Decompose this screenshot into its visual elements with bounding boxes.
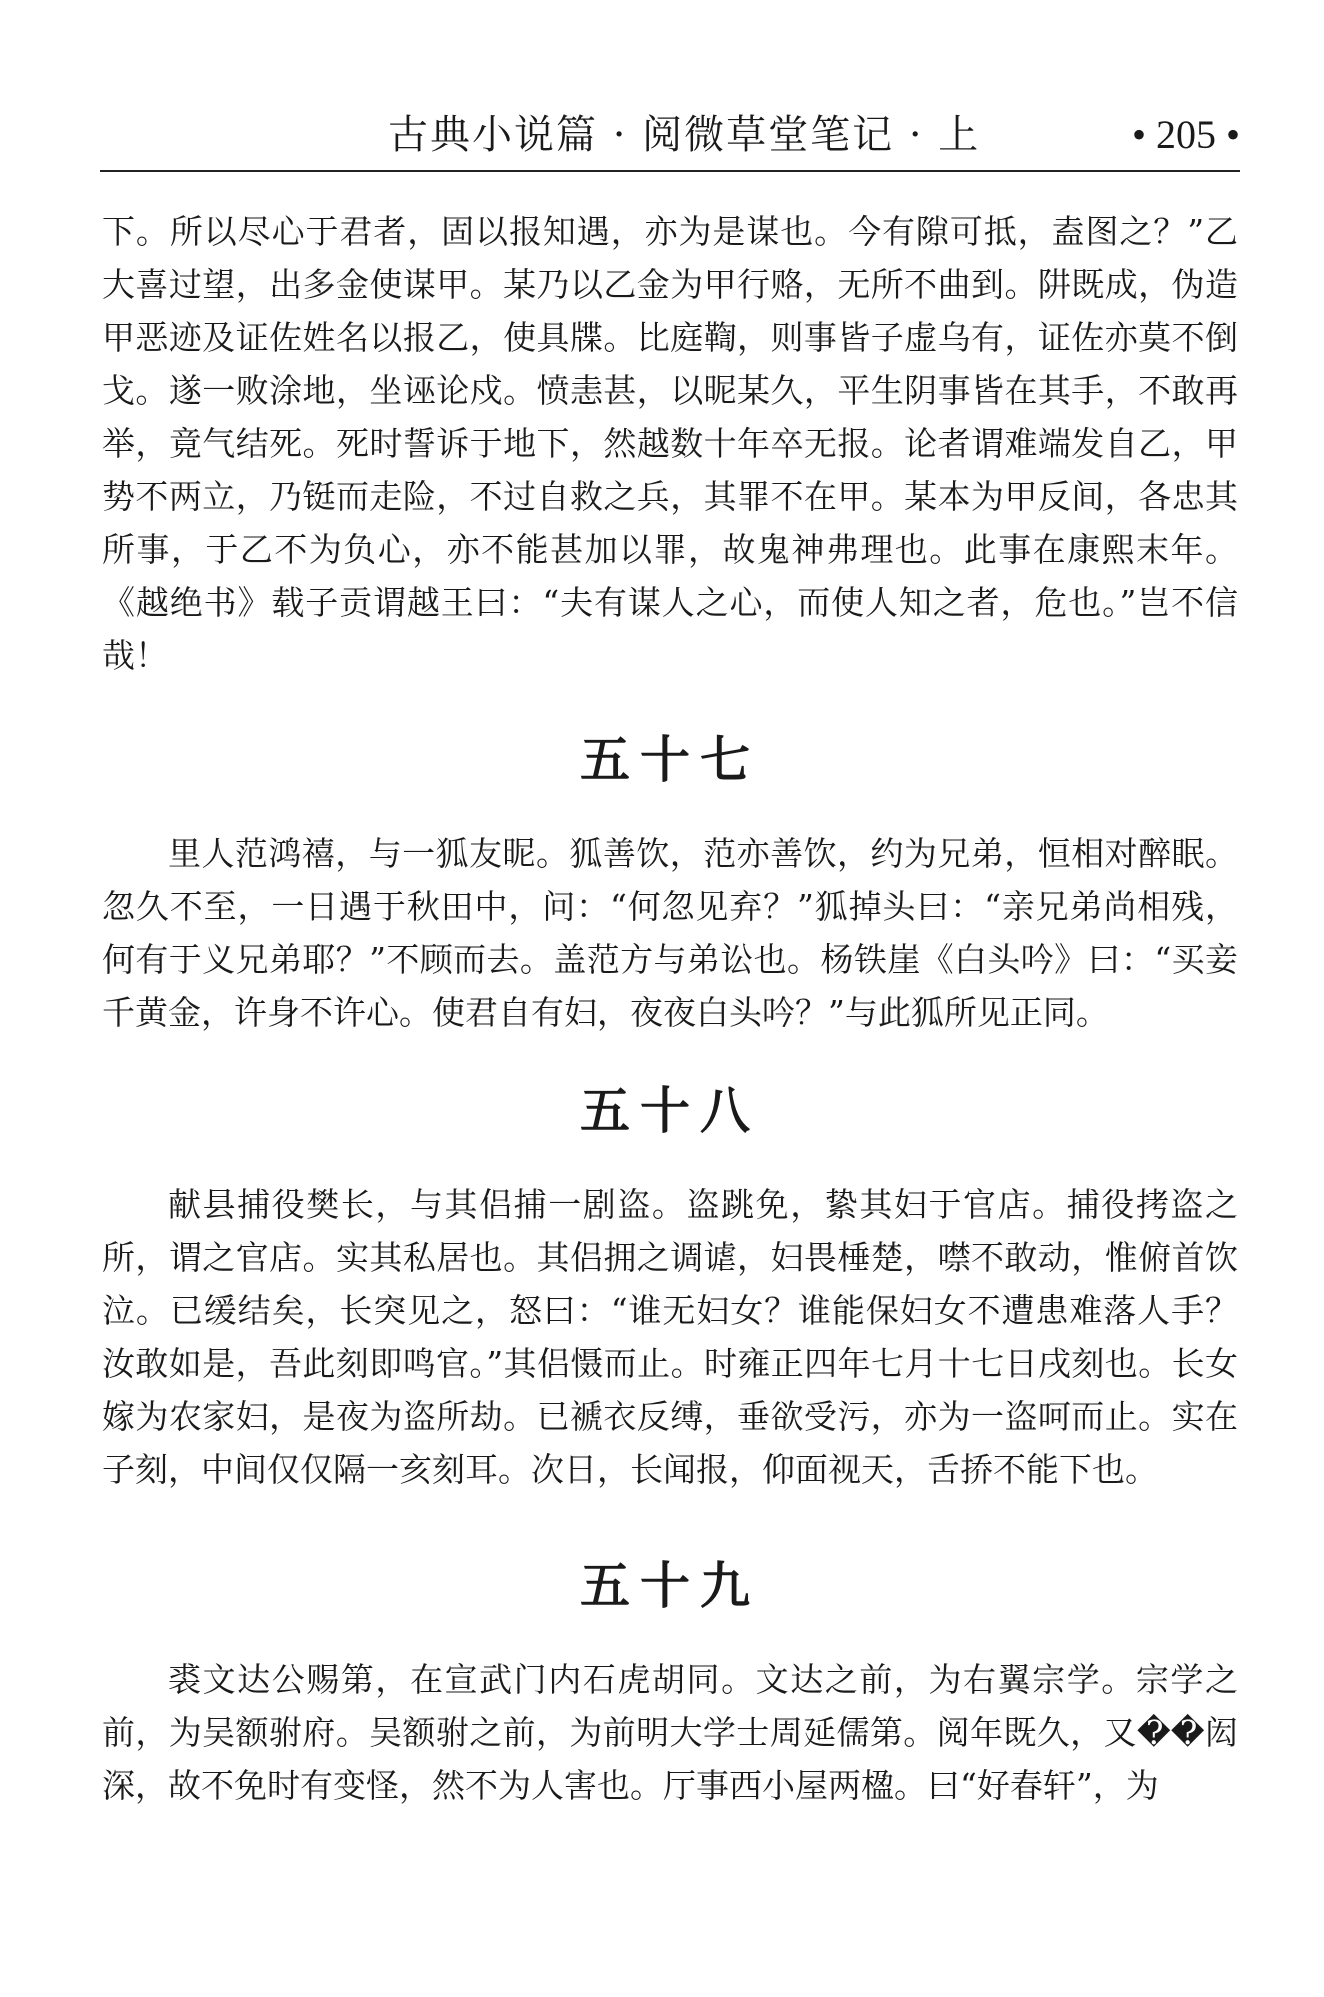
header-divider [100,170,1240,172]
section-heading-57: 五十七 [580,731,760,789]
running-title: 古典小说篇 · 阅微草堂笔记 · 上 [388,112,981,158]
section-59-paragraph: 裘文达公赐第，在宣武门内石虎胡同。文达之前，为右翼宗学。宗学之前，为吴额驸府。吴额驸之前，为前明大学士周延儒第。阅年既久，又��闳深，故不免时有变怪，然不为人害也。厅事西小屋两楹。曰“好春轩”，为 [102,1660,1238,1805]
section-57-paragraph: 里人范鸿禧，与一狐友昵。狐善饮，范亦善饮，约为兄弟，恒相对醉眠。忽久不至，一日遇于秋田中，问：“何忽见弃？”狐掉头曰：“亲兄弟尚相残，何有于义兄弟耶？”不顾而去。盖范方与弟讼也。杨铁崖《白头吟》曰：“买妾千黄金，许身不许心。使君自有妇，夜夜白头吟？”与此狐所见正同。 [102,834,1238,1032]
page-number: • 205 • [1131,112,1240,157]
section-heading-59: 五十九 [580,1557,760,1615]
page-header [100,108,1240,170]
section-58-paragraph: 献县捕役樊长，与其侣捕一剧盗。盗跳免，絷其妇于官店。捕役拷盗之所，谓之官店。实其私居也。其侣拥之调谑，妇畏棰楚，噤不敢动，惟俯首饮泣。已缓结矣，长突见之，怒曰：“谁无妇女？谁能保妇女不遭患难落人手？汝敢如是，吾此刻即鸣官。”其侣慑而止。时雍正四年七月十七日戌刻也。长女嫁为农家妇，是夜为盗所劫。已褫衣反缚，垂欲受污，亦为一盗呵而止。实在子刻，中间仅仅隔一亥刻耳。次日，长闻报，仰面视天，舌挢不能下也。 [102,1185,1238,1489]
continued-paragraph: 下。所以尽心于君者，固以报知遇，亦为是谋也。今有隙可抵，盍图之？”乙大喜过望，出多金使谋甲。某乃以乙金为甲行赂，无所不曲到。阱既成，伪造甲恶迹及证佐姓名以报乙，使具牒。比庭鞫，则事皆子虚乌有，证佐亦莫不倒戈。遂一败涂地，坐诬论戍。愤恚甚，以昵某久，平生阴事皆在其手，不敢再举，竟气结死。死时誓诉于地下，然越数十年卒无报。论者谓难端发自乙，甲势不两立，乃铤而走险，不过自救之兵，其罪不在甲。某本为甲反间，各忠其所事，于乙不为负心，亦不能甚加以罪，故鬼神弗理也。此事在康熙末年。《越绝书》载子贡谓越王曰：“夫有谋人之心，而使人知之者，危也。”岂不信哉！ [102,212,1238,675]
page-body [102,205,1238,1812]
section-heading-58: 五十八 [580,1082,760,1140]
